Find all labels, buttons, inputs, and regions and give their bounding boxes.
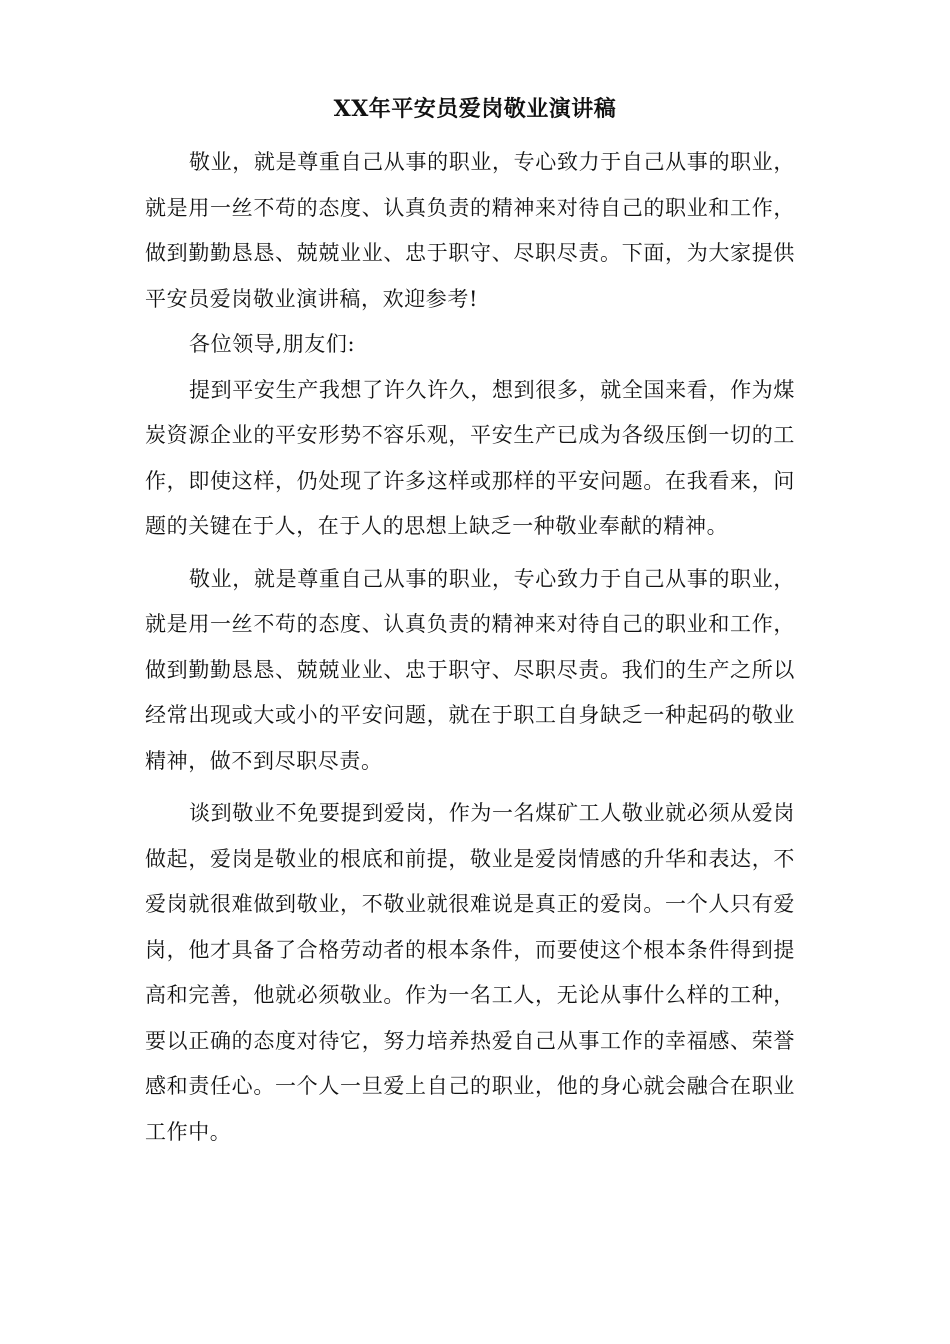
paragraph-love-job: 谈到敬业不免要提到爱岗，作为一名煤矿工人敬业就必须从爱岗做起，爱岗是敬业的根底和前提，敬业是爱岗情感的升华和表达，不爱岗就很难做到敬业，不敬业就很难说是真正的爱岗。一个人只有爱岗，他才具备了合格劳动者的根本条件，而要使这个根本条件得到提高和完善，他就必须敬业。作为一名工人，无论从事什么样的工种，要以正确的态度对待它，努力培养热爱自己从事工作的幸福感、荣誉感和责任心。一个人一旦爱上自己的职业，他的身心就会融合在职业工作中。 xyxy=(145,801,795,1144)
paragraph-greeting: 各位领导,朋友们: xyxy=(189,332,356,356)
document-title: XX年平安员爱岗敬业演讲稿 xyxy=(333,96,617,122)
paragraph-gap xyxy=(145,784,795,791)
paragraph-intro: 敬业，就是尊重自己从事的职业，专心致力于自己从事的职业，就是用一丝不苟的态度、认真负责的精神来对待自己的职业和工作，做到勤勤恳恳、兢兢业业、忠于职守、尽职尽责。下面，为大家提供平安员爱岗敬业演讲稿，欢迎参考! xyxy=(145,150,795,311)
paragraph-dedication: 敬业，就是尊重自己从事的职业，专心致力于自己从事的职业，就是用一丝不苟的态度、认真负责的精神来对待自己的职业和工作，做到勤勤恳恳、兢兢业业、忠于职守、尽职尽责。我们的生产之所以经常出现或大或小的平安问题，就在于职工自身缺乏一种起码的敬业精神，做不到尽职尽责。 xyxy=(145,566,795,773)
document-body xyxy=(145,140,795,1155)
paragraph-safety: 提到平安生产我想了许久许久，想到很多，就全国来看，作为煤炭资源企业的平安形势不容乐观，平安生产已成为各级压倒一切的工作，即使这样，仍处现了许多这样或那样的平安问题。在我看来，问题的关键在于人，在于人的思想上缺乏一种敬业奉献的精神。 xyxy=(145,377,795,538)
paragraph-gap xyxy=(145,550,795,557)
